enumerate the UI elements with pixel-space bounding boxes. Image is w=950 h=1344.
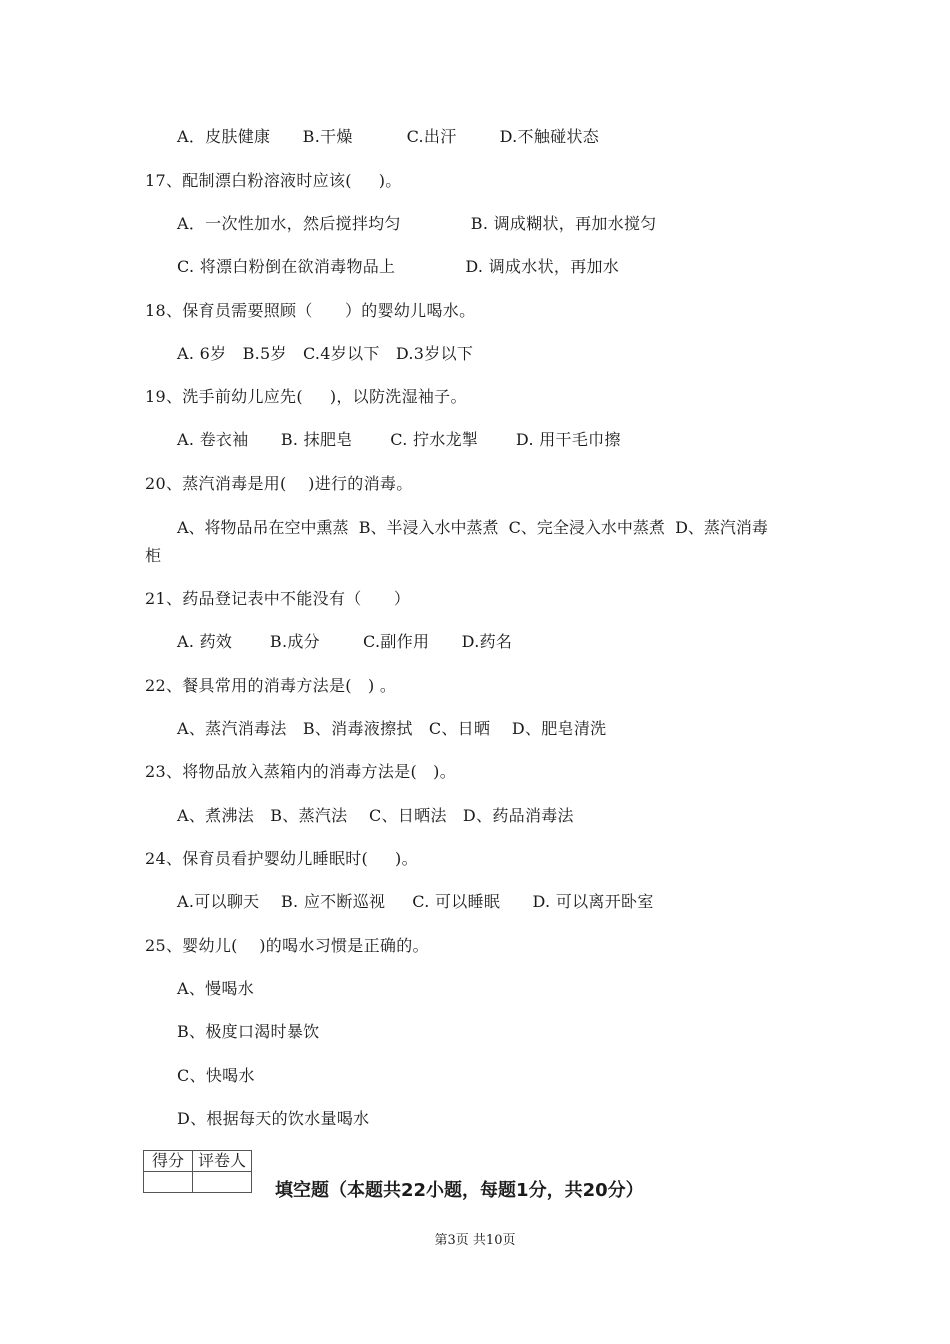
question-20: 20、蒸汽消毒是用( )进行的消毒。 [145, 474, 413, 493]
q25-option-a: A、慢喝水 [177, 979, 255, 998]
q20-options-line1: A、将物品吊在空中熏蒸 B、半浸入水中蒸煮 C、完全浸入水中蒸煮 D、蒸汽消毒 [177, 518, 768, 537]
q25-option-b: B、极度口渴时暴饮 [177, 1022, 320, 1041]
question-18: 18、保育员需要照顾（ ）的婴幼儿喝水。 [145, 301, 476, 320]
grader-header: 评卷人 [193, 1151, 252, 1172]
q17-options-ab: A．一次性加水，然后搅拌均匀 B. 调成糊状，再加水搅匀 [177, 214, 657, 233]
q18-options: A. 6岁 B.5岁 C.4岁以下 D.3岁以下 [177, 344, 474, 363]
q24-options: A.可以聊天 B. 应不断巡视 C. 可以睡眠 D. 可以离开卧室 [177, 892, 654, 911]
question-21: 21、药品登记表中不能没有（ ） [145, 589, 411, 608]
q25-option-d: D、根据每天的饮水量喝水 [177, 1109, 370, 1128]
question-23: 23、将物品放入蒸箱内的消毒方法是( )。 [145, 762, 457, 781]
q25-option-c: C、快喝水 [177, 1066, 255, 1085]
q16-options: A．皮肤健康 B.干燥 C.出汗 D.不触碰状态 [177, 127, 600, 146]
section-title: 填空题（本题共22小题，每题1分，共20分） [275, 1180, 644, 1201]
question-19: 19、洗手前幼儿应先( )，以防洗湿袖子。 [145, 387, 467, 406]
question-17: 17、配制漂白粉溶液时应该( )。 [145, 171, 402, 190]
q22-options: A、蒸汽消毒法 B、消毒液擦拭 C、日晒 D、肥皂清洗 [177, 719, 607, 738]
q20-options-line2: 柜 [145, 546, 162, 565]
q21-options: A. 药效 B.成分 C.副作用 D.药名 [177, 632, 513, 651]
score-header: 得分 [144, 1151, 193, 1172]
grader-cell[interactable] [193, 1172, 252, 1193]
page-footer: 第3页 共10页 [434, 1233, 516, 1248]
question-24: 24、保育员看护婴幼儿睡眠时( )。 [145, 849, 418, 868]
score-cell[interactable] [144, 1172, 193, 1193]
q19-options: A. 卷衣袖 B. 抹肥皂 C. 拧水龙掣 D. 用干毛巾擦 [177, 430, 621, 449]
question-25: 25、婴幼儿( )的喝水习惯是正确的。 [145, 936, 429, 955]
q23-options: A、煮沸法 B、蒸汽法 C、日晒法 D、药品消毒法 [177, 806, 574, 825]
question-22: 22、餐具常用的消毒方法是( ) 。 [145, 676, 397, 695]
score-table [143, 1150, 252, 1193]
q17-options-cd: C. 将漂白粉倒在欲消毒物品上 D. 调成水状，再加水 [177, 257, 620, 276]
